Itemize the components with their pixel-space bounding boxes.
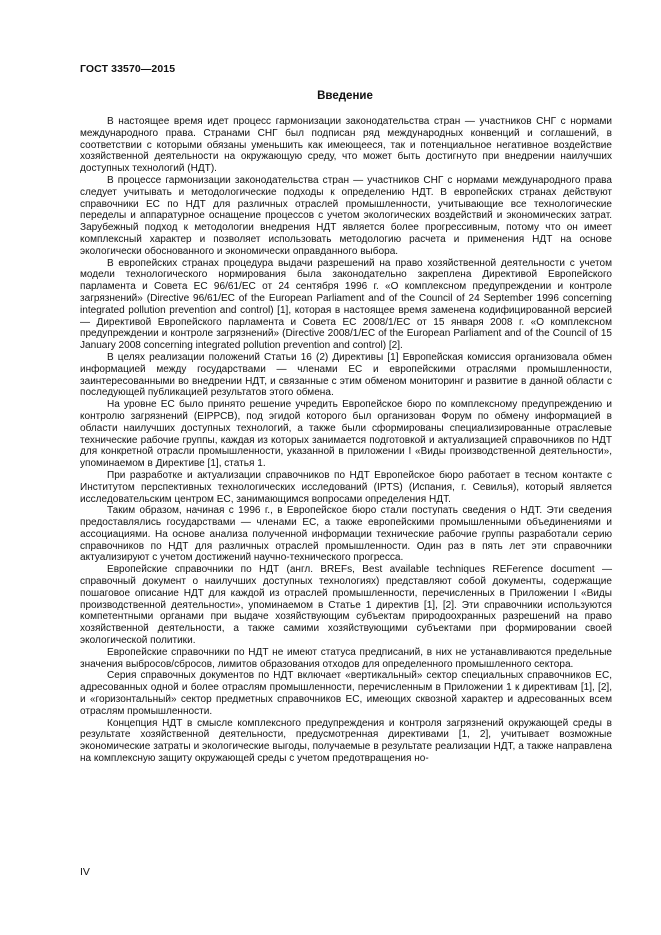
paragraph: Серия справочных документов по НДТ включает «вертикальный» сектор специальных справочников ЕС, адресованных одной и более отраслям промышленности, перечисленным в Приложении 1 к директивам [1], [2], и «горизонтальный» сектор предметных справочников ЕС, имеющих сквозной характер и адресованных всем отраслям промышленности. bbox=[80, 670, 612, 717]
body-text bbox=[80, 116, 612, 765]
paragraph: Таким образом, начиная с 1996 г., в Европейское бюро стали поступать сведения о НДТ. Эти сведения предоставлялись государствами — членами ЕС, а также европейскими промышленными объединениями и ассоциациями. На основе анализа полученной информации технические рабочие группы разработали серию справочников по НДТ для различных отраслей промышленности. Один раз в пять лет эти справочники актуализируют с учетом достижений научно-технического прогресса. bbox=[80, 505, 612, 564]
paragraph: При разработке и актуализации справочников по НДТ Европейское бюро работает в тесном контакте с Институтом перспективных технологических исследований (IPTS) (Испания, г. Севилья), который является исследовательским центром ЕС, занимающимся вопросами определения НДТ. bbox=[80, 469, 612, 505]
paragraph: В процессе гармонизации законодательства стран — участников СНГ с нормами международного права следует учитывать и методологические подходы к определению НДТ. В европейских странах действуют справочники ЕС по НДТ для различных отраслей промышленности, учитывающие все технологические переделы и аппаратурное оснащение процессов с учетом экологических воздействий и экономических затрат. Зарубежный подход к методологии внедрения НДТ является более прогрессивным, потому что он имеет комплексный характер и позволяет использовать методологию расчета и применения НДТ на основе экологически обоснованного и экономически оправданного выбора. bbox=[80, 174, 612, 257]
paragraph: В целях реализации положений Статьи 16 (2) Директивы [1] Европейская комиссия организовала обмен информацией между государствами — членами ЕС и европейскими отраслями промышленности, заинтересованными во внедрении НДТ, и связанные с этим обменом мониторинг и развитие в данной области с последующей публикацией результатов этого обмена. bbox=[80, 351, 612, 399]
paragraph: Концепция НДТ в смысле комплексного предупреждения и контроля загрязнений окружающей среды в результате хозяйственной деятельности, предусмотренная директивами [1, 2], учитывает возможные экономические затраты и экологические выгоды, получаемые в результате реализации НДТ, а также направлена на комплексную защиту окружающей среды с учетом предотвращения но- bbox=[80, 717, 612, 765]
document-code-header: ГОСТ 33570—2015 bbox=[80, 63, 176, 75]
paragraph: В настоящее время идет процесс гармонизации законодательства стран — участников СНГ с нормами международного права. Странами СНГ был подписан ряд международных конвенций и соглашений, в соответствии с которыми обязаны уменьшить как имеющееся, так и потенциальное негативное воздействие хозяйственной деятельности на окружающую среду, что может быть достигнуто при внедрении наилучших доступных технологий (НДТ). bbox=[80, 116, 612, 175]
page-number: IV bbox=[80, 866, 90, 878]
paragraph: В европейских странах процедура выдачи разрешений на право хозяйственной деятельности с учетом модели технологического нормирования была законодательно закреплена Директивой Европейского парламента и Совета ЕС 96/61/ЕС от 24 сентября 1996 г. «О комплексном предупреждении и контроле загрязнений» (Directive 96/61/EC of the European Parliament and of the Council of 24 September 1996 concerning integrated pollution prevention and control) [1], которая в настоящее время заменена кодифицированной версией — Директивой Европейского парламента и Совета ЕС 2008/1/ЕС от 15 января 2008 г. «О комплексном предупреждении и контроле загрязнений» (Directive 2008/1/EC of the European Parliament and of the Council of 15 January 2008 concerning integrated pollution prevention and control) [2]. bbox=[80, 257, 612, 352]
paragraph: На уровне ЕС было принято решение учредить Европейское бюро по комплексному предупреждению и контролю загрязнений (EIPPCB), под эгидой которого был организован Форум по обмену информацией в области наилучших доступных технологий, а также были сформированы специализированные отраслевые технические рабочие группы, каждая из которых занимается подготовкой и актуализацией справочников по НДТ для конкретной отрасли промышленности, указанной в приложении I «Виды производственной деятельности», упоминаемом в Директиве [1], статья 1. bbox=[80, 399, 612, 470]
paragraph: Европейские справочники по НДТ (англ. BREFs, Best available techniques REFerence document — справочный документ о наилучших доступных технологиях) представляют собой документы, содержащие пошаговое описание НДТ для каждой из отраслей промышленности, перечисленных в Приложении I «Виды производственной деятельности», упоминаемом в Статье 1 директив [1], [2]. Эти справочники используются компетентными органами при выдаче хозяйствующим субъектам природоохранных разрешений на право хозяйственной деятельности, а также самими хозяйствующими субъектами при формировании своей экологической политики. bbox=[80, 564, 612, 647]
paragraph: Европейские справочники по НДТ не имеют статуса предписаний, в них не устанавливаются предельные значения выбросов/сбросов, лимитов образования отходов для определенного промышленного сектора. bbox=[80, 646, 612, 670]
section-title: Введение bbox=[317, 90, 373, 102]
